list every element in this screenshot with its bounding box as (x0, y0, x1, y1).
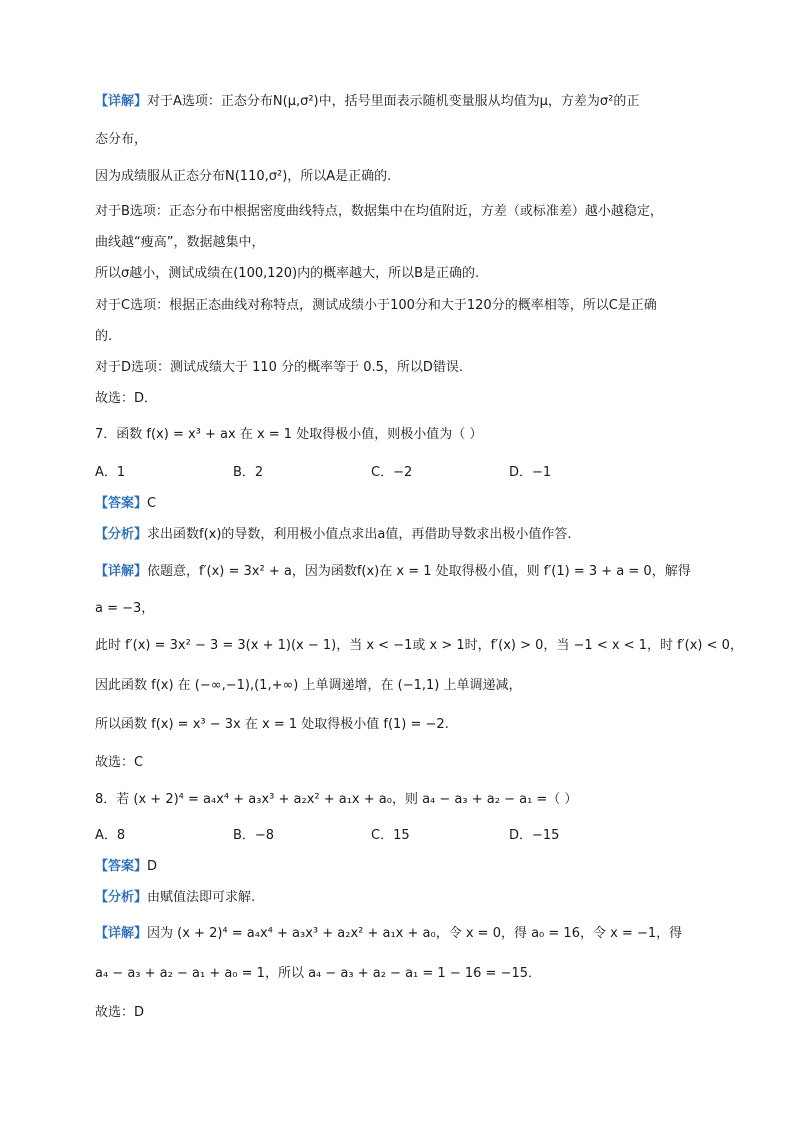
line-4 (95, 200, 663, 219)
line-text: 故选：D (95, 1005, 145, 1020)
line-text: 8．若 (x + 2)⁴ = a₄x⁴ + a₃x³ + a₂x² + a₁x + a₀，则 a₄ − a₃ + a₂ − a₁ =（ ） (95, 792, 578, 807)
line-text: 对于A选项：正态分布N(μ,σ²)中，括号里面表示随机变量服从均值为μ，方差为σ²的正 (147, 94, 640, 109)
answer-tag: 【答案】 (95, 859, 148, 874)
analysis-tag: 【分析】 (95, 527, 148, 542)
question-7 (95, 423, 482, 442)
q7-option-c: C．−2 (371, 465, 413, 480)
line-text: 的. (95, 329, 113, 344)
q7-detail-4 (95, 674, 521, 693)
line-text: 所以σ越小，测试成绩在(100,120)内的概率越大，所以B是正确的. (95, 266, 480, 281)
q8-option-c: C．15 (371, 828, 410, 843)
line-text: 对于C选项：根据正态曲线对称特点，测试成绩小于100分和大于120分的概率相等，所以C是正确 (95, 298, 657, 313)
q8-option-b: B．−8 (233, 828, 275, 843)
q7-detail-5 (95, 713, 449, 732)
line-text: 因此函数 f(x) 在 (−∞,−1),(1,+∞) 上单调递增，在 (−1,1) 上单调递减， (95, 678, 522, 693)
q7-detail-2 (95, 597, 154, 616)
detail-tag: 【详解】 (95, 564, 148, 579)
q7-analysis (95, 523, 572, 542)
line-text: 对于D选项：测试成绩大于 110 分的概率等于 0.5，所以D错误. (95, 360, 464, 375)
q7-option-d: D．−1 (509, 465, 552, 480)
line-text: 态分布， (95, 132, 148, 147)
line-3 (95, 165, 391, 184)
line-10 (95, 387, 157, 406)
line-6 (95, 262, 479, 281)
line-text: a₄ − a₃ + a₂ − a₁ + a₀ = 1，所以 a₄ − a₃ + a₂ − a₁ = 1 − 16 = −15． (95, 966, 541, 981)
detail-tag: 【详解】 (95, 94, 148, 109)
q7-answer (95, 492, 156, 511)
question-8 (95, 788, 577, 807)
line-text: 因为 (x + 2)⁴ = a₄x⁴ + a₃x³ + a₂x² + a₁x + a₀，令 x = 0，得 a₀ = 16，令 x = −1，得 (147, 926, 683, 941)
line-8 (95, 325, 112, 344)
line-5 (95, 231, 264, 250)
q7-choice (95, 751, 143, 770)
line-text: 对于B选项：正态分布中根据密度曲线特点，数据集中在均值附近，方差（或标准差）越小越稳定， (95, 204, 663, 219)
line-9 (95, 356, 463, 375)
q7-detail-1 (95, 560, 691, 579)
line-text: a = −3， (95, 601, 155, 616)
q8-analysis (95, 886, 255, 905)
answer-value: D (147, 859, 158, 874)
line-text: 因为成绩服从正态分布N(110,σ²)，所以A是正确的. (95, 169, 392, 184)
q8-choice (95, 1001, 144, 1020)
q8-detail-1 (95, 922, 682, 941)
q8-answer (95, 855, 157, 874)
q7-option-b: B．2 (233, 465, 264, 480)
line-2 (95, 128, 147, 147)
line-text: 7．函数 f(x) = x³ + ax 在 x = 1 处取得极小值，则极小值为（ ） (95, 427, 483, 442)
line-text: 由赋值法即可求解. (147, 890, 256, 905)
line-text: 此时 f′(x) = 3x² − 3 = 3(x + 1)(x − 1)，当 x < −1或 x > 1时，f′(x) > 0，当 −1 < x < 1，时 f′(x) < 0， (95, 638, 743, 653)
q8-option-a: A．8 (95, 828, 126, 843)
q8-detail-2 (95, 962, 541, 981)
line-1 (95, 90, 639, 109)
line-7 (95, 294, 657, 313)
line-text: 故选：C (95, 755, 144, 770)
answer-tag: 【答案】 (95, 496, 148, 511)
line-text: 依题意，f′(x) = 3x² + a，因为函数f(x)在 x = 1 处取得极小值，则 f′(1) = 3 + a = 0，解得 (147, 564, 691, 579)
line-text: 所以函数 f(x) = x³ − 3x 在 x = 1 处取得极小值 f(1) = −2. (95, 717, 449, 732)
line-text: 求出函数f(x)的导数，利用极小值点求出a值，再借助导数求出极小值作答. (147, 527, 572, 542)
detail-tag: 【详解】 (95, 926, 148, 941)
q7-option-a: A．1 (95, 465, 126, 480)
q8-option-d: D．−15 (509, 828, 560, 843)
line-text: 曲线越“瘦高”，数据越集中， (95, 235, 265, 250)
q7-detail-3 (95, 634, 743, 653)
line-text: 故选：D． (95, 391, 158, 406)
analysis-tag: 【分析】 (95, 890, 148, 905)
answer-value: C (147, 496, 157, 511)
